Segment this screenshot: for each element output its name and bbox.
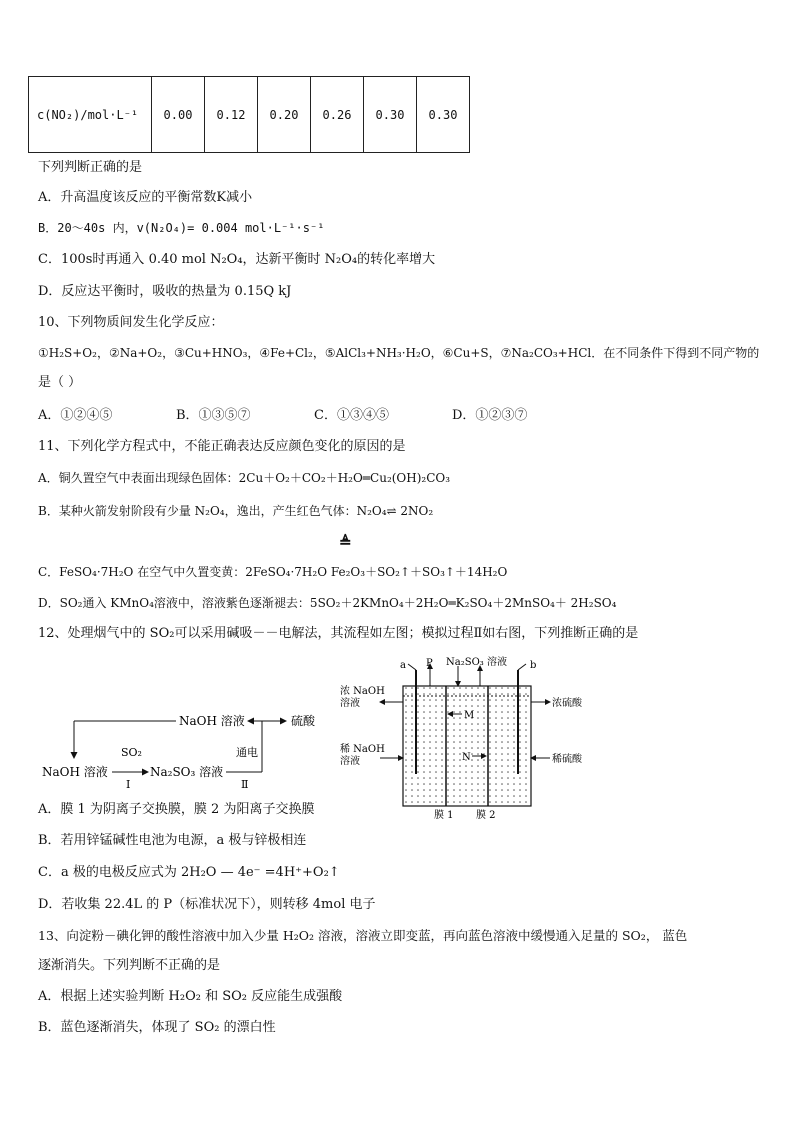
flow-so2-label: SO₂: [121, 746, 142, 759]
q11-option-b: B．某种火箭发射阶段有少量 N₂O₄，逸出，产生红色气体：N₂O₄⇌ 2NO₂: [38, 504, 434, 518]
concentrated-naoh-label: 浓 NaOH: [340, 686, 385, 697]
q10-option-d: D．①②③⑦: [452, 408, 528, 423]
dilute-naoh-label-2: 溶液: [340, 756, 360, 767]
q9-option-c: C．100s时再通入 0.40 mol N₂O₄，达新平衡时 N₂O₄的转化率增大: [38, 252, 436, 267]
q11-option-d: D．SO₂通入 KMnO₄溶液中，溶液紫色逐渐褪去：5SO₂＋2KMnO₄＋2H₂O═K₂SO₄＋2MnSO₄＋ 2H₂SO₄: [38, 596, 617, 610]
membrane-2-label: 膜 2: [476, 810, 496, 820]
gas-p-label: P: [426, 658, 433, 669]
ion-m-label: M: [464, 710, 475, 721]
q10-option-b: B．①③⑤⑦: [176, 408, 251, 423]
q12-option-c: C．a 极的电极反应式为 2H₂O — 4e⁻ =4H⁺+O₂↑: [38, 865, 340, 880]
na2so3-label: Na₂SO₃ 溶液: [446, 657, 507, 668]
table-cell: 0.30: [417, 77, 470, 153]
dilute-naoh-label: 稀 NaOH: [340, 744, 385, 755]
membrane-1-label: 膜 1: [434, 810, 454, 820]
q13-stem-cont: 逐渐消失。下列判断不正确的是: [38, 958, 221, 973]
q13-option-b: B．蓝色逐渐消失，体现了 SO₂ 的漂白性: [38, 1020, 276, 1035]
q9-stem: 下列判断正确的是: [38, 160, 143, 175]
cell-container: [403, 686, 531, 806]
q10-reactions: ①H₂S+O₂，②Na+O₂，③Cu+HNO₃，④Fe+Cl₂，⑤AlCl₃+NH₃·H₂O，⑥Cu+S，⑦Na₂CO₃+HCl．在不同条件下得到不同产物的: [38, 346, 760, 360]
concentration-table: [28, 76, 470, 153]
q9-option-a: A．升高温度该反应的平衡常数K减小: [38, 190, 253, 205]
q12-option-d: D．若收集 22.4L 的 P（标准状况下），则转移 4mol 电子: [38, 897, 376, 912]
process-flow-diagram: [36, 700, 326, 792]
q10-stem: 10、下列物质间发生化学反应：: [38, 315, 224, 330]
table-cell: 0.12: [205, 77, 258, 153]
dilute-acid-label: 稀硫酸: [552, 754, 582, 765]
flow-sulfuric-acid-label: 硫酸: [291, 714, 316, 728]
flow-electrolysis-label: 通电: [236, 746, 258, 759]
q13-option-a: A．根据上述实验判断 H₂O₂ 和 SO₂ 反应能生成强酸: [38, 989, 343, 1004]
heat-condition-icon: ≜: [339, 533, 352, 551]
ion-n-label: N: [462, 752, 471, 763]
q11-option-a: A．铜久置空气中表面出现绿色固体：2Cu＋O₂＋CO₂＋H₂O═Cu₂(OH)₂CO₃: [38, 471, 451, 485]
table-cell: 0.30: [364, 77, 417, 153]
electrode-a-label: a: [400, 660, 406, 671]
q9-option-b: B．20～40s 内，v(N₂O₄)= 0.004 mol·L⁻¹·s⁻¹: [38, 221, 325, 235]
electrolysis-cell-diagram: [338, 656, 600, 820]
flow-step-1-label: Ⅰ: [126, 778, 131, 791]
q11-option-c: C．FeSO₄·7H₂O 在空气中久置变黄：2FeSO₄·7H₂O Fe₂O₃＋SO₂↑＋SO₃↑＋14H₂O: [38, 565, 508, 579]
q10-option-a: A．①②④⑤: [38, 408, 113, 423]
electrode-a-lead: [408, 664, 416, 670]
flow-step-2-label: Ⅱ: [241, 778, 249, 791]
q9-option-d: D．反应达平衡时，吸收的热量为 0.15Q kJ: [38, 284, 292, 299]
table-header-cell: c(NO₂)/mol·L⁻¹: [29, 77, 152, 153]
q12-stem: 12、处理烟气中的 SO₂可以采用碱吸－－电解法，其流程如左图；模拟过程Ⅱ如右图，下列推断正确的是: [38, 626, 639, 641]
table-cell: 0.00: [152, 77, 205, 153]
electrode-b-label: b: [530, 660, 537, 671]
q12-option-b: B．若用锌锰碱性电池为电源，a 极与锌极相连: [38, 833, 307, 848]
concentrated-naoh-label-2: 溶液: [340, 698, 360, 709]
table-row: [29, 77, 470, 153]
q10-option-c: C．①③④⑤: [314, 408, 389, 423]
concentrated-acid-label: 浓硫酸: [552, 698, 582, 709]
q13-stem: 13、向淀粉－碘化钾的酸性溶液中加入少量 H₂O₂ 溶液，溶液立即变蓝，再向蓝色溶液中缓慢通入足量的 SO₂， 蓝色: [38, 928, 688, 943]
table-cell: 0.20: [258, 77, 311, 153]
flow-naoh-left-label: NaOH 溶液: [42, 765, 108, 779]
table-cell: 0.26: [311, 77, 364, 153]
flow-na2so3-label: Na₂SO₃ 溶液: [150, 765, 224, 779]
q12-option-a: A．膜 1 为阴离子交换膜，膜 2 为阳离子交换膜: [38, 802, 315, 817]
flow-naoh-top-label: NaOH 溶液: [179, 714, 245, 728]
q11-stem: 11、下列化学方程式中，不能正确表达反应颜色变化的原因的是: [38, 439, 406, 454]
q10-reactions-cont: 是（ ）: [38, 375, 82, 390]
electrode-b-lead: [518, 664, 526, 670]
